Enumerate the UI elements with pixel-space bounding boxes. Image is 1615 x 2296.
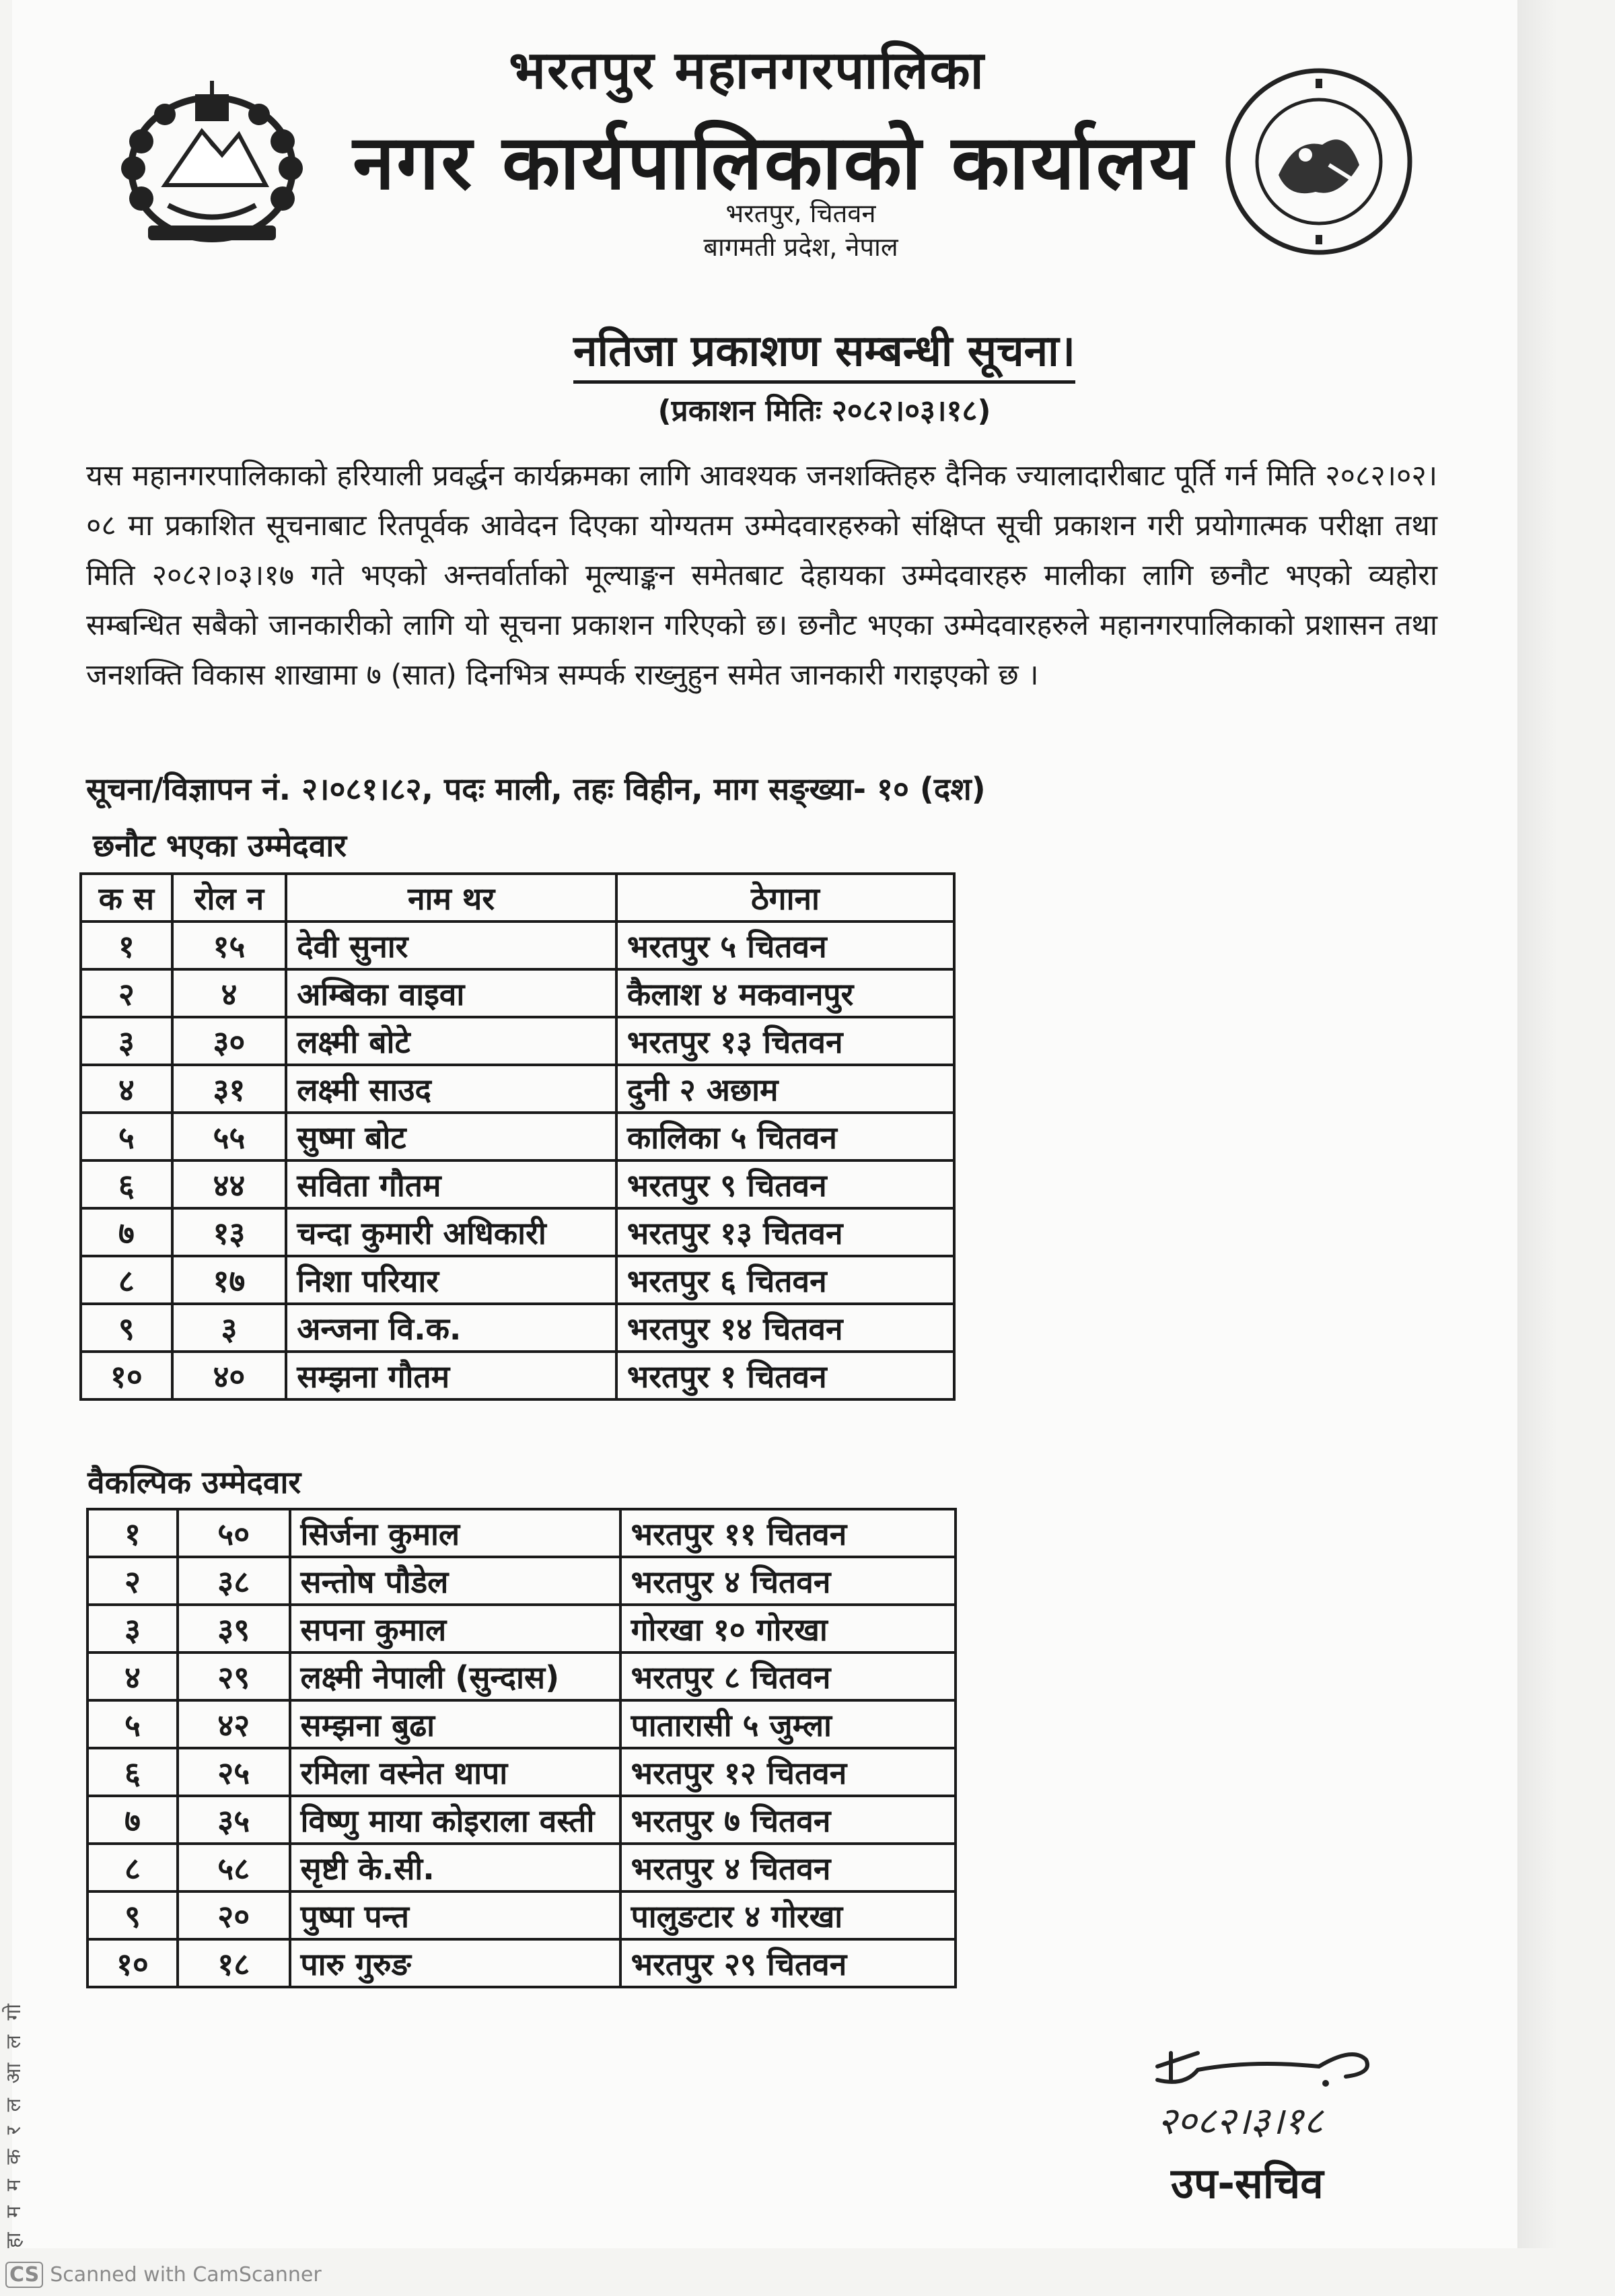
alternate-heading: वैकल्पिक उम्मेदवार — [87, 1464, 301, 1500]
cell-roll: २५ — [178, 1748, 290, 1796]
cell-name: अन्जना वि.क. — [286, 1304, 616, 1352]
cell-address: भरतपुर ५ चितवन — [616, 921, 954, 969]
cell-address: भरतपुर १ चितवन — [616, 1352, 954, 1399]
cell-roll: १३ — [172, 1208, 287, 1256]
cell-address: भरतपुर १३ चितवन — [616, 1017, 954, 1065]
selected-candidates-table — [79, 872, 956, 1401]
cell-roll: ३ — [172, 1304, 287, 1352]
alternate-rows — [87, 1509, 956, 1987]
cell-sn: ५ — [81, 1113, 172, 1160]
cell-address: भरतपुर ७ चितवन — [620, 1796, 956, 1844]
table-row — [87, 1844, 956, 1891]
header-sn: क स — [81, 874, 172, 921]
table-row — [81, 921, 954, 969]
advertisement-info: सूचना/विज्ञापन नं. २।०८१।८२, पदः माली, तहः विहीन, माग सङ्ख्या- १० (दश) — [86, 771, 986, 807]
cell-name: लक्ष्मी साउद — [286, 1065, 616, 1113]
cell-name: सपना कुमाल — [290, 1605, 620, 1653]
selected-rows — [81, 921, 954, 1399]
cell-roll: ५८ — [178, 1844, 290, 1891]
cell-address: भरतपुर ११ चितवन — [620, 1509, 956, 1557]
cell-address: भरतपुर १२ चितवन — [620, 1748, 956, 1796]
camscanner-badge: CS — [5, 2262, 43, 2288]
cell-address: गोरखा १० गोरखा — [620, 1605, 956, 1653]
cell-name: पारु गुरुङ — [290, 1939, 620, 1987]
cell-sn: ६ — [87, 1748, 178, 1796]
notice-title — [471, 320, 1178, 378]
cell-name: सन्तोष पौडेल — [290, 1557, 620, 1605]
notice-body: यस महानगरपालिकाको हरियाली प्रवर्द्धन कार्यक्रमका लागि आवश्यक जनशक्तिहरु दैनिक ज्यालादारीबाट पूर्ति गर्न मिति २०८२।०२।०८ मा प्रकाशित सूचनाबाट रितपूर्वक आवेदन दिएका योग्यतम उम्मेदवारहरुको संक्षिप्त सूची प्रकाशन गरी प्रयोगात्मक परीक्षा तथा मिति २०८२।०३।१७ गते भएको अन्तर्वार्ताको मूल्याङ्कन समेतबाट देहायका उम्मेदवारहरु मालीका लागि छनौट भएको व्यहोरा सम्बन्धित सबैको जानकारीको लागि यो सूचना प्रकाशन गरिएको छ। छनौट भएका उम्मेदवारहरुले महानगरपालिकाको प्रशासन तथा जनशक्ति विकास शाखामा ७ (सात) दिनभित्र सम्पर्क राख्नुहुन समेत जानकारी गराइएको छ । — [86, 459, 1437, 692]
cell-name: सविता गौतम — [286, 1160, 616, 1208]
notice-title-text: नतिजा प्रकाशण सम्बन्धी सूचना। — [573, 326, 1075, 384]
cell-name: पुष्पा पन्त — [290, 1891, 620, 1939]
cell-address: भरतपुर १३ चितवन — [616, 1208, 954, 1256]
cell-sn: ३ — [87, 1605, 178, 1653]
table-row — [81, 1065, 954, 1113]
table-row — [81, 1017, 954, 1065]
table-row — [87, 1653, 956, 1700]
table-row — [87, 1748, 956, 1796]
publication-date: (प्रकाशन मितिः २०८२।०३।१८) — [657, 394, 991, 428]
municipality-seal-icon — [1221, 64, 1416, 259]
address-line-2: बागमती प्रदेश, नेपाल — [703, 232, 898, 262]
signature-date: २०८२।३।१८ — [1157, 2099, 1324, 2143]
cell-roll: १८ — [178, 1939, 290, 1987]
alternate-candidates-table — [86, 1508, 957, 1988]
cell-sn: ९ — [81, 1304, 172, 1352]
cell-roll: ४० — [172, 1352, 287, 1399]
table-row — [81, 1208, 954, 1256]
cell-address: भरतपुर ४ चितवन — [620, 1557, 956, 1605]
page-edge-shadow — [1517, 0, 1558, 2248]
cell-address: भरतपुर ९ चितवन — [616, 1160, 954, 1208]
cell-roll: ५० — [178, 1509, 290, 1557]
cell-sn: ६ — [81, 1160, 172, 1208]
cell-name: निशा परियार — [286, 1256, 616, 1304]
cell-address: भरतपुर २९ चितवन — [620, 1939, 956, 1987]
table-row — [87, 1700, 956, 1748]
address-line-1: भरतपुर, चितवन — [725, 199, 876, 228]
cell-sn: ८ — [87, 1844, 178, 1891]
office-name: नगर कार्यपालिकाको कार्यालय — [353, 119, 1195, 207]
cell-sn: २ — [87, 1557, 178, 1605]
cell-sn: ८ — [81, 1256, 172, 1304]
cell-name: लक्ष्मी नेपाली (सुन्दास) — [290, 1653, 620, 1700]
left-margin-strip: हा म म क र ल आ ल गो — [2, 1999, 26, 2248]
table-row — [81, 1113, 954, 1160]
table-row — [81, 969, 954, 1017]
table-row — [87, 1557, 956, 1605]
cell-sn: ७ — [81, 1208, 172, 1256]
cell-roll: ४२ — [178, 1700, 290, 1748]
cell-address: पालुङटार ४ गोरखा — [620, 1891, 956, 1939]
table-row — [81, 1304, 954, 1352]
cell-roll: १५ — [172, 921, 287, 969]
table-row — [87, 1891, 956, 1939]
cell-roll: ४ — [172, 969, 287, 1017]
cell-address: भरतपुर ४ चितवन — [620, 1844, 956, 1891]
table-header-row — [81, 874, 954, 921]
cell-roll: १७ — [172, 1256, 287, 1304]
cell-roll: ४४ — [172, 1160, 287, 1208]
cell-roll: ३५ — [178, 1796, 290, 1844]
cell-sn: ४ — [81, 1065, 172, 1113]
camscanner-text: Scanned with CamScanner — [50, 2263, 322, 2287]
cell-name: सुष्मा बोट — [286, 1113, 616, 1160]
cell-address: भरतपुर ६ चितवन — [616, 1256, 954, 1304]
cell-name: सिर्जना कुमाल — [290, 1509, 620, 1557]
cell-address: भरतपुर १४ चितवन — [616, 1304, 954, 1352]
signature-icon — [1144, 2033, 1440, 2154]
cell-sn: ३ — [81, 1017, 172, 1065]
table-row — [87, 1605, 956, 1653]
cell-name: सम्झना बुढा — [290, 1700, 620, 1748]
table-row — [81, 1256, 954, 1304]
cell-sn: २ — [81, 969, 172, 1017]
table-row — [87, 1509, 956, 1557]
nepal-emblem-icon — [101, 67, 323, 249]
cell-sn: ९ — [87, 1891, 178, 1939]
cell-name: सृष्टी के.सी. — [290, 1844, 620, 1891]
cell-roll: २९ — [178, 1653, 290, 1700]
cell-name: चन्दा कुमारी अधिकारी — [286, 1208, 616, 1256]
header-roll: रोल न — [172, 874, 287, 921]
cell-roll: ३९ — [178, 1605, 290, 1653]
cell-sn: १० — [87, 1939, 178, 1987]
cell-name: विष्णु माया कोइराला वस्ती — [290, 1796, 620, 1844]
cell-roll: ५५ — [172, 1113, 287, 1160]
header-name: नाम थर — [286, 874, 616, 921]
cell-sn: ५ — [87, 1700, 178, 1748]
cell-address: पातारासी ५ जुम्ला — [620, 1700, 956, 1748]
table-row — [81, 1160, 954, 1208]
cell-name: देवी सुनार — [286, 921, 616, 969]
cell-roll: २० — [178, 1891, 290, 1939]
table-row — [81, 1352, 954, 1399]
table-row — [87, 1796, 956, 1844]
cell-roll: ३८ — [178, 1557, 290, 1605]
cell-sn: १० — [81, 1352, 172, 1399]
municipality-name: भरतपुर महानगरपालिका — [509, 40, 985, 101]
cell-address: कैलाश ४ मकवानपुर — [616, 969, 954, 1017]
cell-sn: १ — [87, 1509, 178, 1557]
scanner-footer — [5, 2262, 322, 2288]
header-address: ठेगाना — [616, 874, 954, 921]
cell-sn: १ — [81, 921, 172, 969]
cell-address: भरतपुर ८ चितवन — [620, 1653, 956, 1700]
selected-heading: छनौट भएका उम्मेदवार — [93, 827, 347, 864]
cell-roll: ३१ — [172, 1065, 287, 1113]
cell-roll: ३० — [172, 1017, 287, 1065]
cell-sn: ४ — [87, 1653, 178, 1700]
cell-name: लक्ष्मी बोटे — [286, 1017, 616, 1065]
cell-name: अम्बिका वाइवा — [286, 969, 616, 1017]
cell-name: सम्झना गौतम — [286, 1352, 616, 1399]
designation: उप-सचिव — [1171, 2159, 1324, 2208]
cell-address: कालिका ५ चितवन — [616, 1113, 954, 1160]
cell-sn: ७ — [87, 1796, 178, 1844]
table-row — [87, 1939, 956, 1987]
cell-address: दुनी २ अछाम — [616, 1065, 954, 1113]
cell-name: रमिला वस्नेत थापा — [290, 1748, 620, 1796]
